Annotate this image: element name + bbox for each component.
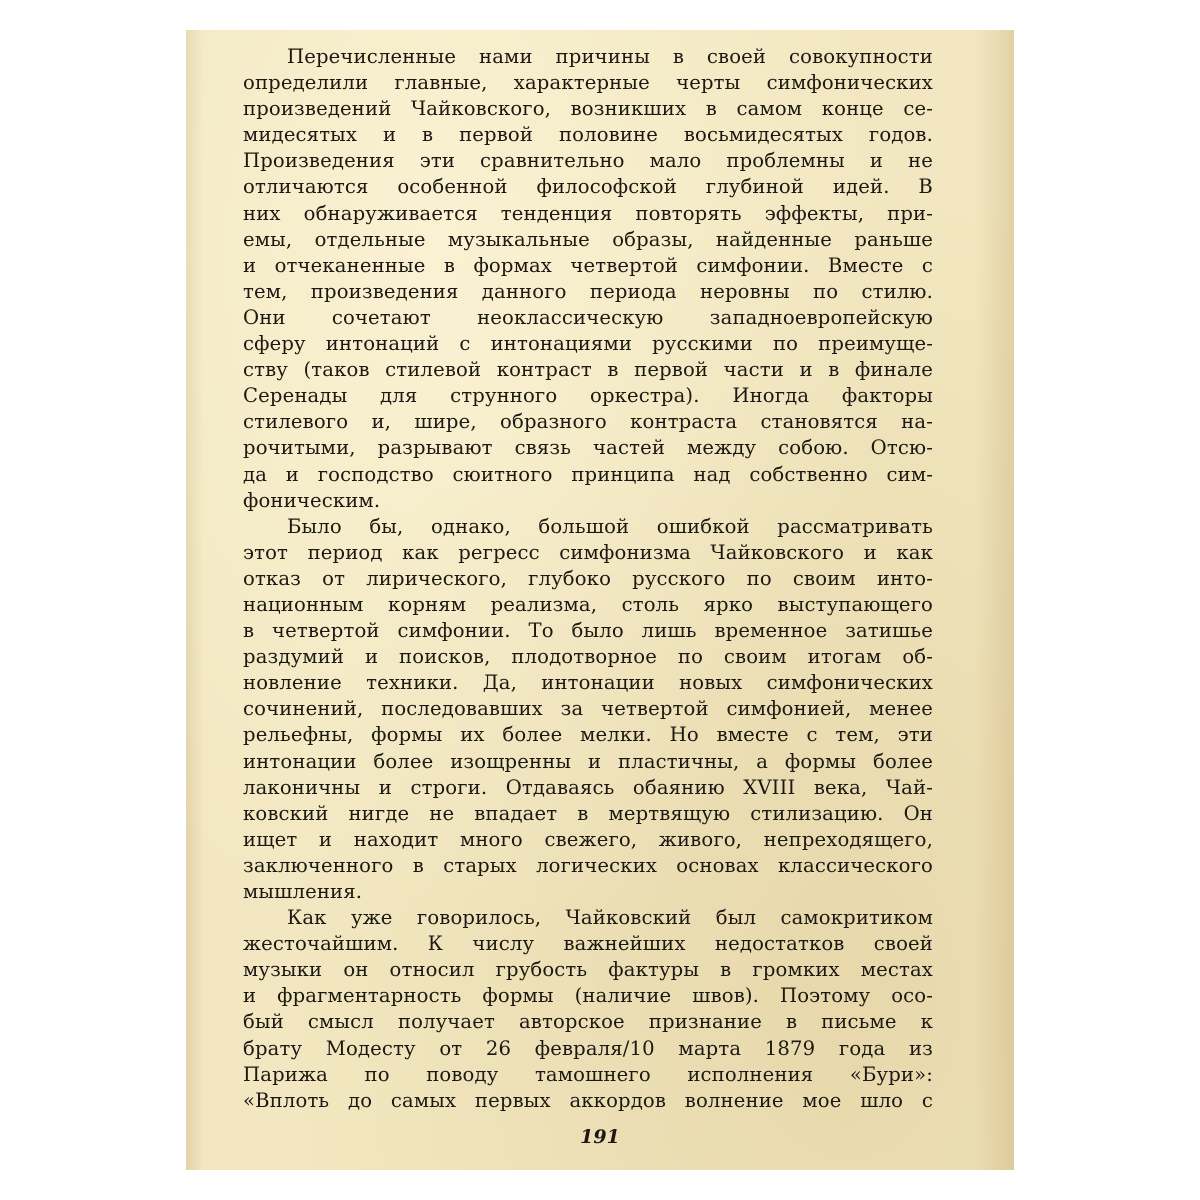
text-line: «Вплоть до самых первых аккордов волнение мое шло с [243,1088,933,1112]
text-line: Как уже говорилось, Чайковский был самокритиком [287,906,933,930]
text-line: сферу интонаций с интонациями русскими по преимуще- [243,332,933,356]
text-line: емы, отдельные музыкальные образы, найденные раньше [243,227,933,251]
text-line: определили главные, характерные черты симфонических [243,71,933,95]
text-line: отказ от лирического, глубоко русского по своим инто- [243,566,933,590]
text-line: музыки он относил грубость фактуры в громких местах [243,958,933,982]
text-line: ству (таков стилевой контраст в первой части и в финале [243,358,933,382]
text-line: стилевого и, шире, образного контраста становятся на- [243,410,933,434]
book-page [186,30,1014,1170]
text-line: и фрагментарность формы (наличие швов). Поэтому осо- [243,984,933,1008]
text-line: ковский нигде не впадает в мертвящую стилизацию. Он [243,801,933,825]
text-line: Серенады для струнного оркестра). Иногда факторы [243,384,933,408]
text-line: лаконичны и строги. Отдаваясь обаянию XVIII века, Чай- [243,775,933,799]
text-line: рочитыми, разрывают связь частей между собою. Отсю- [243,436,933,460]
text-line: произведений Чайковского, возникших в самом конце се- [243,97,933,121]
text-line: в четвертой симфонии. То было лишь временное затишье [243,619,933,643]
text-line: тем, произведения данного периода неровны по стилю. [243,279,933,303]
text-line: мидесятых и в первой половине восьмидесятых годов. [243,123,933,147]
text-line: да и господство сюитного принципа над собственно сим- [243,462,933,486]
text-line: фоническим. [243,488,381,512]
text-line: жесточайшим. К числу важнейших недостатков своей [243,932,933,956]
text-line: Произведения эти сравнительно мало проблемны и не [243,149,933,173]
paragraph-1 [243,44,933,514]
text-line: Парижа по поводу тамошнего исполнения «Бури»: [243,1062,933,1086]
text-line: и отчеканенные в формах четвертой симфонии. Вместе с [243,253,933,277]
page-number: 191 [580,1126,620,1148]
text-line: интонации более изощренны и пластичны, а формы более [243,749,933,773]
text-line: Было бы, однако, большой ошибкой рассматривать [287,514,933,538]
paragraph-3 [243,905,933,1114]
text-line: новление техники. Да, интонации новых симфонических [243,671,933,695]
text-line: этот период как регресс симфонизма Чайковского и как [243,540,933,564]
text-line: Перечисленные нами причины в своей совокупности [287,45,933,68]
text-line: раздумий и поисков, плодотворное по своим итогам об- [243,645,933,669]
text-line: бый смысл получает авторское признание в письме к [243,1010,933,1034]
text-line: брату Модесту от 26 февраля/10 марта 1879 года из [243,1036,933,1060]
text-line: мышления. [243,880,363,903]
text-line: сочинений, последовавших за четвертой симфонией, менее [243,697,933,721]
text-line: национным корням реализма, столь ярко выступающего [243,592,933,616]
text-line: заключенного в старых логических основах классического [243,853,933,877]
text-line: Они сочетают неоклассическую западноевропейскую [243,305,933,329]
text-line: рельефны, формы их более мелки. Но вместе с тем, эти [243,723,933,747]
text-line: отличаются особенной философской глубиной идей. В [243,175,933,199]
text-line: ищет и находит много свежего, живого, непреходящего, [243,827,933,851]
text-line: них обнаруживается тенденция повторять эффекты, при- [243,201,933,225]
body-text [243,44,933,1114]
paragraph-2 [243,514,933,905]
